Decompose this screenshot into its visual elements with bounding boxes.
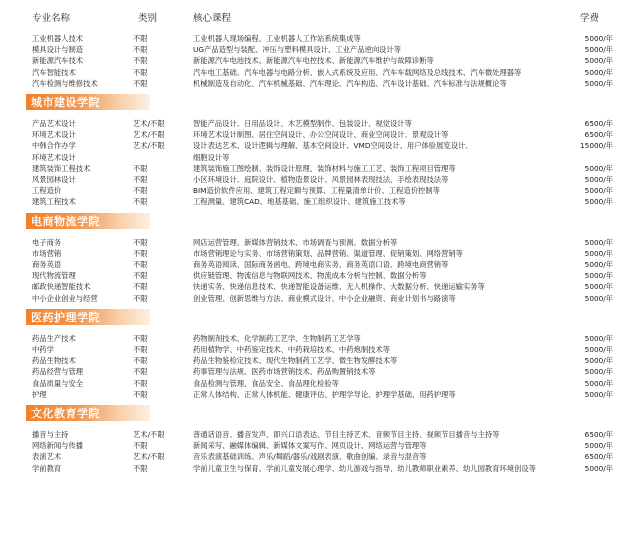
table-row	[0, 463, 625, 474]
major-courses: 环境艺术设计制图、居住空间设计、办公空间设计、商业空间设计、景观设计等	[193, 130, 449, 140]
header-category: 类别	[138, 13, 158, 24]
major-category: 不限	[133, 237, 148, 247]
major-category: 艺术/不限	[133, 141, 165, 151]
major-fee: 6500/年	[584, 430, 613, 439]
major-courses: 正常人体结构、正常人体机能、健康评估、护理学导论、护理学基础、用药护理等	[193, 389, 456, 399]
major-category: 不限	[133, 389, 148, 399]
table-row	[0, 451, 625, 462]
table-row	[0, 44, 625, 55]
major-fee: 5000/年	[584, 378, 613, 388]
major-name: 工程造价	[32, 186, 62, 196]
major-courses: 建筑装饰施工图绘制、装饰设计原理、装饰材料与施工工艺、装饰工程项目管理等	[193, 163, 456, 173]
table-row	[0, 129, 625, 140]
major-courses: 创业管理、创新思维与方法、商业模式设计、中小企业融资、商业计划书与路演等	[193, 293, 456, 303]
major-name: 产品艺术设计	[32, 119, 76, 128]
major-fee: 5000/年	[584, 463, 613, 473]
major-name: 汽车智能技术	[32, 67, 76, 77]
major-courses: 商务英语阅读、国际商务函电、跨境电商实务、商务英语口语、跨境电商营销等	[193, 260, 449, 269]
major-fee: 5000/年	[584, 282, 613, 292]
major-name: 环境艺术设计	[32, 130, 76, 140]
major-courses: 普通话语音、播音发声、即兴口语表达、节目主持艺术、音频节目主持、视频节目播音与主持等	[193, 430, 500, 439]
major-category: 不限	[133, 463, 148, 473]
major-category: 不限	[133, 260, 148, 269]
major-name: 学前教育	[32, 463, 62, 473]
major-name: 药品生产技术	[32, 333, 76, 343]
major-fee: 5000/年	[584, 389, 613, 399]
major-courses: 智能产品设计、日用品设计、木艺模型制作、包装设计、视觉设计等	[193, 119, 412, 128]
section-header	[26, 309, 151, 326]
table-row	[0, 248, 625, 259]
major-fee: 6500/年	[584, 119, 613, 128]
section-header	[26, 405, 151, 422]
table-row	[0, 281, 625, 292]
major-name: 建筑装饰工程技术	[32, 163, 91, 173]
major-fee: 5000/年	[584, 186, 613, 196]
major-fee: 6500/年	[584, 452, 613, 462]
major-name: 风景园林设计	[32, 175, 76, 184]
major-courses: 工程测量、建筑CAD、地基基础、施工组织设计、建筑施工技术等	[193, 197, 406, 207]
major-fee: 5000/年	[584, 78, 613, 88]
table-row	[0, 355, 625, 366]
major-category: 不限	[133, 163, 148, 173]
major-courses: 小区环境设计、庭院设计、植物造景设计、风景园林表现技法、手绘表现技法等	[193, 175, 449, 184]
table-row	[0, 344, 625, 355]
major-category: 不限	[133, 282, 148, 292]
major-name: 汽车检测与维修技术	[32, 78, 98, 88]
major-category: 不限	[133, 333, 148, 343]
major-courses: 设计表达艺术、设计逻辑与理解、基本空间设计、VMD空间设计、用户体验展览设计、	[193, 141, 473, 151]
major-name: 中韩合作办学	[32, 141, 76, 151]
major-courses: 汽车电工基础、汽车电器与电路分析、嵌入式系统及应用、汽车车载网络及总线技术、汽车微处理器等	[193, 67, 522, 77]
major-courses: 新闻采写、融媒体编辑、新媒体文案写作、网页设计、网络运营与管理等	[193, 441, 427, 451]
major-category: 艺术/不限	[133, 119, 165, 128]
major-name: 市场营销	[32, 248, 62, 258]
table-row	[0, 259, 625, 270]
major-category: 不限	[133, 56, 148, 66]
major-category: 不限	[133, 441, 148, 451]
major-courses: 细胞设计等	[193, 152, 230, 162]
header-courses: 核心课程	[193, 13, 232, 24]
major-fee: 5000/年	[584, 56, 613, 66]
major-fee: 5000/年	[584, 293, 613, 303]
major-fee: 5000/年	[584, 333, 613, 343]
major-fee: 15000/年	[580, 141, 613, 151]
table-row	[0, 67, 625, 78]
major-fee: 5000/年	[584, 356, 613, 366]
major-name: 表演艺术	[32, 452, 62, 462]
major-courses: 机械制造及自动化、汽车机械基础、汽车理论、汽车构造、汽车设计基础、汽车标准与法规概论等	[193, 78, 507, 88]
major-name: 中小企业创业与经营	[32, 293, 98, 303]
major-courses: 食品检测与管理、食品安全、食品理化检验等	[193, 378, 339, 388]
table-row	[0, 237, 625, 248]
major-fee: 5000/年	[584, 67, 613, 77]
major-category: 不限	[133, 67, 148, 77]
table-row	[0, 196, 625, 207]
major-courses: 新能源汽车电池技术、新能源汽车电控技术、新能源汽车维护与故障诊断等	[193, 56, 434, 66]
major-courses: 音乐表演基础训练、声乐/舞蹈/器乐/戏剧表演、歌曲创编、录音与混音等	[193, 452, 427, 462]
major-fee: 5000/年	[584, 367, 613, 377]
major-name: 建筑工程技术	[32, 197, 76, 207]
major-courses: 药用植物学、中药鉴定技术、中药栽培技术、中药炮制技术等	[193, 345, 391, 354]
table-row	[0, 270, 625, 281]
table-row	[0, 366, 625, 377]
section-title: 医药护理学院	[31, 310, 100, 324]
major-category: 不限	[133, 78, 148, 88]
table-row	[0, 389, 625, 400]
major-fee: 5000/年	[584, 260, 613, 269]
major-name: 模具设计与制造	[32, 45, 84, 55]
table-row	[0, 33, 625, 44]
major-category: 不限	[133, 345, 148, 354]
major-fee: 5000/年	[584, 248, 613, 258]
table-row	[0, 152, 625, 163]
table-row	[0, 378, 625, 389]
major-category: 不限	[133, 34, 148, 43]
table-row	[0, 140, 625, 151]
major-category: 不限	[133, 293, 148, 303]
major-courses: UG产品造型与装配、冲压与塑料模具设计、工业产品逆向设计等	[193, 45, 402, 55]
major-name: 网络新闻与传播	[32, 441, 84, 451]
major-name: 食品质量与安全	[32, 378, 84, 388]
major-category: 艺术/不限	[133, 430, 165, 439]
major-fee: 6500/年	[584, 130, 613, 140]
major-courses: 市场营销理论与实务、市场营销策划、品牌营销、渠道管理、促销策划、网络营销等	[193, 248, 463, 258]
major-fee: 5000/年	[584, 271, 613, 281]
major-name: 邮政快递智能技术	[32, 282, 91, 292]
major-category: 不限	[133, 186, 148, 196]
table-row	[0, 163, 625, 174]
major-name: 电子商务	[32, 237, 62, 247]
major-courses: 供应链管理、物流信息与物联网技术、物流成本分析与控制、数据分析等	[193, 271, 427, 281]
major-category: 艺术/不限	[133, 452, 165, 462]
major-category: 不限	[133, 367, 148, 377]
major-name: 工业机器人技术	[32, 34, 84, 43]
major-category: 不限	[133, 271, 148, 281]
header-fee: 学费	[580, 13, 600, 24]
major-category: 不限	[133, 45, 148, 55]
header-name: 专业名称	[32, 13, 71, 24]
major-category: 不限	[133, 175, 148, 184]
major-courses: BIM造价软件应用、建筑工程定额与预算、工程量清单计价、工程造价控制等	[193, 186, 440, 196]
major-fee: 5000/年	[584, 45, 613, 55]
major-fee: 5000/年	[584, 163, 613, 173]
major-name: 商务英语	[32, 260, 62, 269]
major-name: 药品生物技术	[32, 356, 76, 366]
major-courses: 药事管理与法规、医药市场营销技术、药品购置销技术等	[193, 367, 376, 377]
major-courses: 药物制剂技术、化学制药工艺学、生物制药工艺学等	[193, 333, 361, 343]
major-name: 药品经营与管理	[32, 367, 84, 377]
table-header	[0, 0, 625, 32]
major-name: 播音与主持	[32, 430, 69, 439]
major-fee: 5000/年	[584, 175, 613, 184]
major-name: 现代物流管理	[32, 271, 76, 281]
section-title: 城市建设学院	[31, 96, 100, 109]
major-category: 不限	[133, 197, 148, 207]
major-courses: 工业机器人现场编程、工业机器人工作站系统集成等	[193, 34, 361, 43]
table-row	[0, 293, 625, 304]
major-fee: 5000/年	[584, 197, 613, 207]
major-fee: 5000/年	[584, 34, 613, 43]
major-category: 不限	[133, 356, 148, 366]
table-row	[0, 118, 625, 129]
section-header	[26, 213, 151, 230]
section-title: 电商物流学院	[31, 214, 100, 228]
major-name: 护理	[32, 389, 47, 399]
major-name: 中药学	[32, 345, 54, 354]
table-row	[0, 174, 625, 185]
major-category: 不限	[133, 248, 148, 258]
major-courses: 网店运营管理、新媒体营销技术、市场调查与预测、数据分析等	[193, 237, 398, 247]
major-courses: 快递实务、快递信息技术、快递智能设备运维、无人机操作、大数据分析、快递运输实务等	[193, 282, 485, 292]
table-row	[0, 185, 625, 196]
major-name: 环境艺术设计	[32, 152, 76, 162]
section-title: 文化教育学院	[31, 407, 100, 420]
table-row	[0, 55, 625, 66]
major-fee: 5000/年	[584, 345, 613, 354]
major-fee: 5000/年	[584, 237, 613, 247]
major-fee: 5000/年	[584, 441, 613, 451]
major-courses: 药品生物鉴检定技术、现代生物制药工艺学、微生物发酵技术等	[193, 356, 398, 366]
table-row	[0, 440, 625, 451]
major-name: 新能源汽车技术	[32, 56, 84, 66]
major-category: 艺术/不限	[133, 130, 165, 140]
table-row	[0, 429, 625, 440]
table-row	[0, 78, 625, 89]
major-courses: 学前儿童卫生与保育、学前儿童发展心理学、幼儿游戏与指导、幼儿教师职业素养、幼儿园教育环境创设等	[193, 463, 536, 473]
section-header	[26, 94, 151, 111]
table-row	[0, 333, 625, 344]
major-category: 不限	[133, 378, 148, 388]
